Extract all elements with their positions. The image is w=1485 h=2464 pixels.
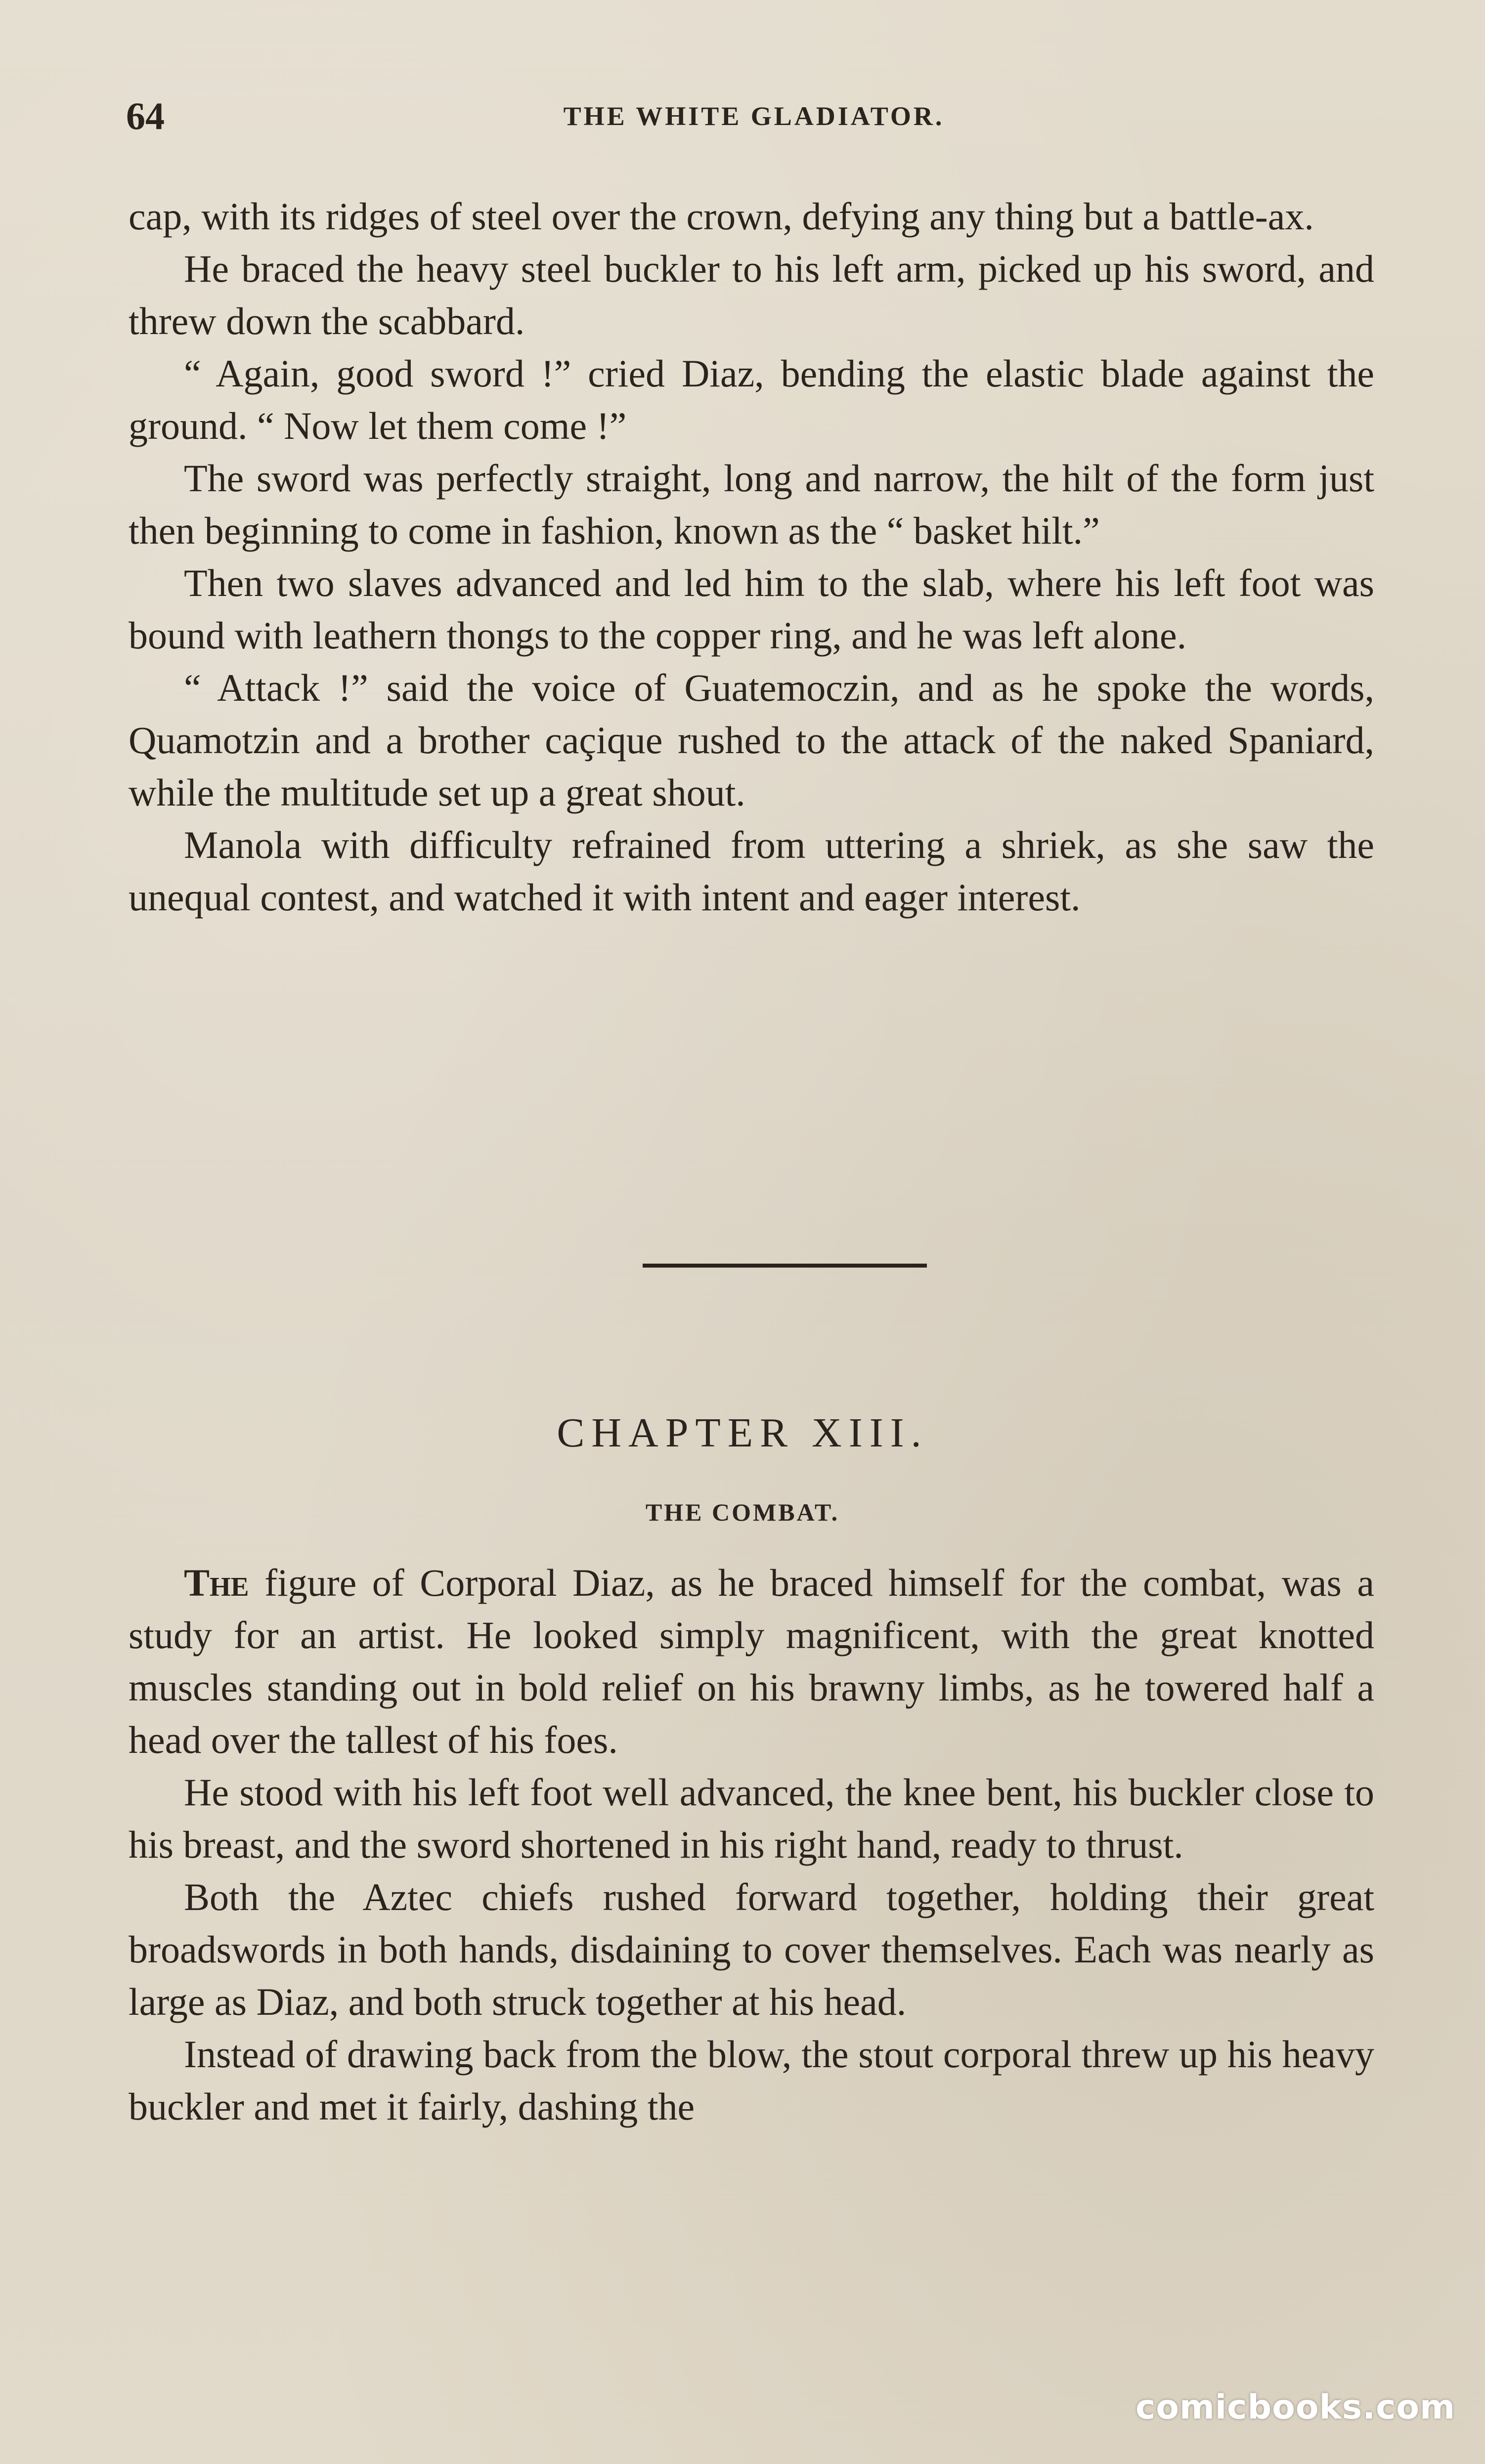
paragraph: Manola with difficulty refrained from uttering a shriek, as she saw the unequal contest, and watched it with intent and eager interest. xyxy=(129,823,1374,919)
paragraph: “ Attack !” said the voice of Guatemoczin, and as he spoke the words, Quamotzin and a brother caçique rushed to the attack of the naked Spaniard, while the multitude set up a great shout. xyxy=(129,666,1374,814)
paragraph: “ Again, good sword !” cried Diaz, bending the elastic blade against the ground. “ Now let them come !” xyxy=(129,352,1374,447)
section-divider xyxy=(643,1264,927,1268)
paragraph-text: figure of Corporal Diaz, as he braced himself for the combat, was a study for an artist. He looked simply magnificent, with the great knotted muscles standing out in bold relief on his brawny limbs, as he towered half a head over the tallest of his foes. xyxy=(129,1561,1374,1761)
watermark: comicbooks.com xyxy=(1135,2388,1455,2427)
running-title: THE WHITE GLADIATOR. xyxy=(563,101,945,131)
page-number: 64 xyxy=(126,94,165,137)
chapter-title: CHAPTER XIII. xyxy=(557,1410,928,1456)
paragraph: The sword was perfectly straight, long and narrow, the hilt of the form just then beginning to come in fashion, known as the “ basket hilt.” xyxy=(129,457,1374,552)
previous-chapter-text xyxy=(129,190,1374,924)
paragraph: He stood with his left foot well advanced, the knee bent, his buckler close to his breast, and the sword shortened in his right hand, ready to thrust. xyxy=(129,1771,1374,1866)
paragraph: Both the Aztec chiefs rushed forward together, holding their great broadswords in both hands, disdaining to cover themselves. Each was nearly as large as Diaz, and both struck together at his head. xyxy=(129,1875,1374,2023)
running-head xyxy=(126,89,1382,143)
lead-word: The xyxy=(184,1561,249,1604)
paragraph xyxy=(129,1557,1374,1766)
paragraph: Then two slaves advanced and led him to the slab, where his left foot was bound with leathern thongs to the copper ring, and he was left alone. xyxy=(129,561,1374,657)
chapter-subtitle: THE COMBAT. xyxy=(645,1498,840,1526)
paragraph: He braced the heavy steel buckler to his left arm, picked up his sword, and threw down the scabbard. xyxy=(129,247,1374,342)
paragraph: cap, with its ridges of steel over the crown, defying any thing but a battle-ax. xyxy=(129,195,1314,238)
paragraph: Instead of drawing back from the blow, the stout corporal threw up his heavy buckler and met it fairly, dashing the xyxy=(129,2033,1374,2128)
chapter-text xyxy=(129,1557,1374,2133)
